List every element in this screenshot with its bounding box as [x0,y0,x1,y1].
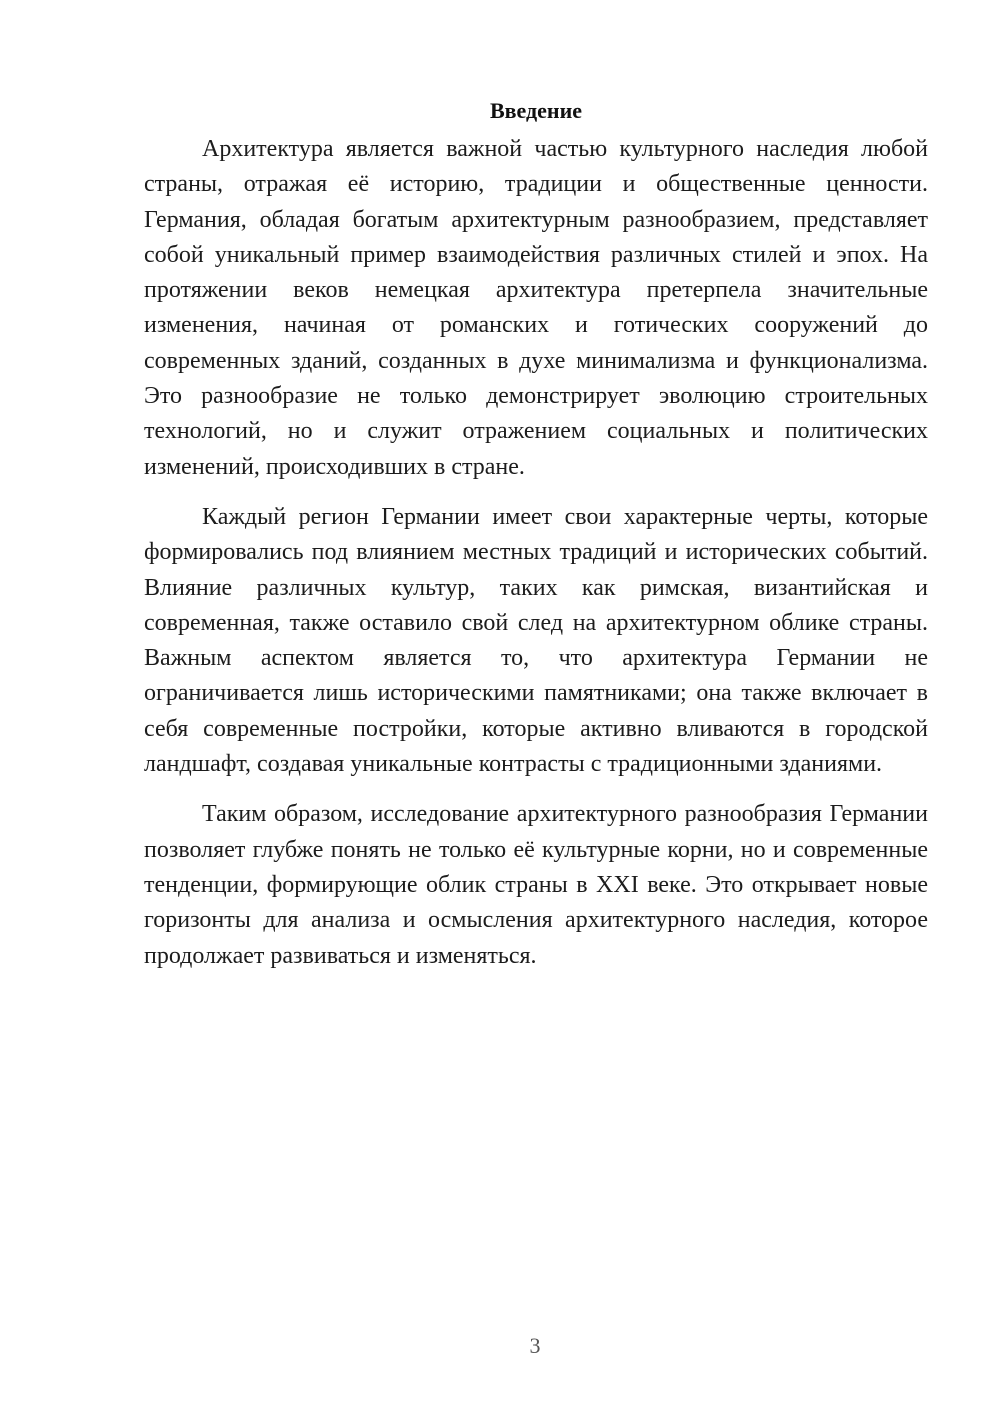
page-number: 3 [529,1333,541,1358]
paragraph-3: Таким образом, исследование архитектурного разнообразия Германии позволяет глубже понять не только её культурные корни, но и современные тенденции, формирующие облик страны в XXI веке. Это открывает новые горизонты для анализа и осмысления архитектурного наследия, которое продолжает развиваться и изменяться. [144,801,928,969]
document-body [144,94,928,989]
paragraph-1: Архитектура является важной частью культурного наследия любой страны, отражая её историю, традиции и общественные ценности. Германия, обладая богатым архитектурным разнообразием, представляет собой уникальный пример взаимодействия различных стилей и эпох. На протяжении веков немецкая архитектура претерпела значительные изменения, начиная от романских и готических сооружений до современных зданий, созданных в духе минимализма и функционализма. Это разнообразие не только демонстрирует эволюцию строительных технологий, но и служит отражением социальных и политических изменений, происходивших в стране. [144,136,928,480]
paragraph-2: Каждый регион Германии имеет свои характерные черты, которые формировались под влиянием местных традиций и исторических событий. Влияние различных культур, таких как римская, византийская и современная, также оставило свой след на архитектурном облике страны. Важным аспектом является то, что архитектура Германии не ограничивается лишь историческими памятниками; она также включает в себя современные постройки, которые активно вливаются в городской ландшафт, создавая уникальные контрасты с традиционными зданиями. [144,503,928,778]
section-heading: Введение [489,98,583,123]
